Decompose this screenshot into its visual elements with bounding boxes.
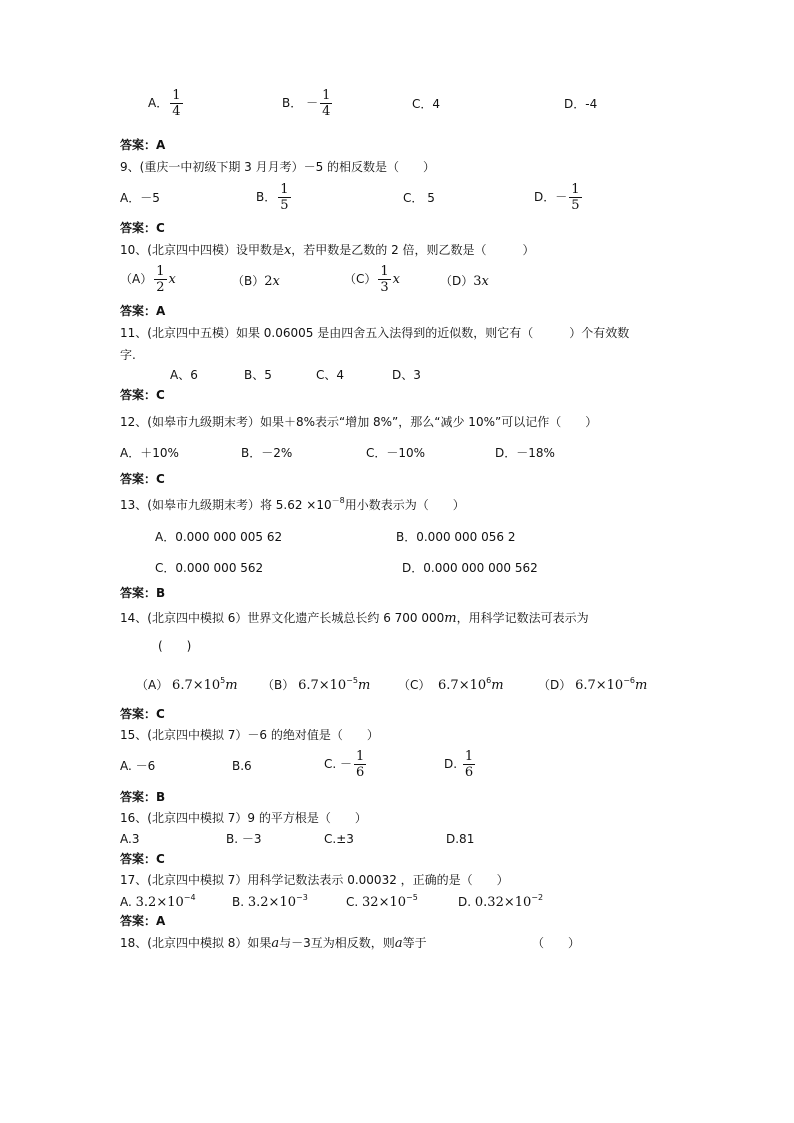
coefficient: 32×10 <box>362 895 407 910</box>
option-label: C. <box>346 895 359 909</box>
minus-sign: － <box>306 96 319 110</box>
stem-text-rest: 等于 <box>402 936 427 950</box>
q14-stem-line2: ( ) <box>158 639 192 653</box>
variable-m: m <box>444 611 457 626</box>
denominator: 5 <box>280 198 289 213</box>
q10-option-b <box>232 273 280 290</box>
fraction <box>170 88 182 119</box>
q9-option-b <box>256 182 293 213</box>
variable-a: a <box>394 936 403 951</box>
numerator: 1 <box>464 749 474 764</box>
q12-option-c: C．－10% <box>366 446 426 460</box>
coefficient: 6.7×10 <box>298 678 347 693</box>
q11-stem-line2: 字. <box>120 348 136 362</box>
option-label: （C） <box>344 272 377 286</box>
coefficient: 3.2×10 <box>135 895 184 910</box>
exponent: −5 <box>406 893 418 902</box>
exponent: −6 <box>623 676 635 685</box>
q9-option-a: A．－5 <box>120 191 160 205</box>
q16-answer: 答案：C <box>120 852 165 866</box>
variable-m: m <box>357 678 371 693</box>
stem-text-rest: ，若甲数是乙数的 2 倍，则乙数是（ ） <box>291 243 535 257</box>
q9-answer: 答案：C <box>120 221 165 235</box>
fraction <box>354 749 366 780</box>
option-label: （C） <box>398 678 431 692</box>
option-label: D. <box>444 757 461 771</box>
q10-answer: 答案：A <box>120 304 166 318</box>
q17-stem: 17、(北京四中模拟 7）用科学记数法表示 0.00032 ，正确的是（ ） <box>120 873 509 887</box>
q11-option-d: D、3 <box>392 368 421 382</box>
denominator: 2 <box>156 280 165 295</box>
denominator: 4 <box>172 104 181 119</box>
coefficient: 2 <box>264 274 273 289</box>
q14-option-d <box>538 677 647 694</box>
q13-option-b: B．0.000 000 056 2 <box>396 530 516 544</box>
coefficient: 3 <box>473 274 482 289</box>
q8-option-d: D．-4 <box>564 97 598 111</box>
stem-text-mid: 与－3互为相反数，则 <box>279 936 395 950</box>
option-label: A． <box>148 96 169 110</box>
option-label: B． <box>282 96 303 110</box>
coefficient: 6.7×10 <box>438 678 487 693</box>
option-label: A. <box>120 895 132 909</box>
q15-option-a: A. －6 <box>120 759 156 773</box>
q13-option-a: A．0.000 000 005 62 <box>155 530 283 544</box>
q8-option-b <box>282 88 334 119</box>
q8-option-a <box>148 88 185 119</box>
q11-option-a: A、6 <box>170 368 198 382</box>
q17-answer: 答案：A <box>120 914 166 928</box>
exponent: −3 <box>295 893 308 902</box>
q10-option-a <box>120 264 176 295</box>
q14-option-c <box>398 677 504 694</box>
q16-stem: 16、(北京四中模拟 7）9 的平方根是（ ） <box>120 811 367 825</box>
q12-stem: 12、(如皋市九级期末考）如果＋8%表示“增加 8%”，那么“减少 10%”可以记作（ ） <box>120 415 598 429</box>
q16-option-c: C.±3 <box>324 832 354 846</box>
fraction <box>320 88 332 119</box>
q9-option-d <box>534 182 584 213</box>
q17-option-c <box>346 894 418 911</box>
q10-option-c <box>344 264 400 295</box>
numerator: 1 <box>172 88 181 103</box>
variable-m: m <box>634 678 648 693</box>
denominator: 3 <box>380 280 389 295</box>
q16-option-d: D.81 <box>446 832 475 846</box>
q11-stem: 11、(北京四中五模）如果 0.06005 是由四舍五入法得到的近似数，则它有（ ）个有效数 <box>120 326 630 340</box>
q12-option-a: A．＋10% <box>120 446 179 460</box>
q18-stem <box>120 935 427 952</box>
fraction <box>154 264 166 295</box>
variable-a: a <box>271 936 280 951</box>
q10-option-d <box>440 273 489 290</box>
q17-option-b <box>232 894 308 911</box>
q14-answer: 答案：C <box>120 707 165 721</box>
numerator: 1 <box>322 88 331 103</box>
q13-option-c: C．0.000 000 562 <box>155 561 264 575</box>
exponent: −4 <box>183 893 196 902</box>
q14-option-a <box>136 677 238 694</box>
q13-option-d: D．0.000 000 000 562 <box>402 561 538 575</box>
q17-option-a <box>120 894 196 911</box>
option-label: B. <box>232 895 245 909</box>
option-label: C. <box>324 757 341 771</box>
option-label: B． <box>256 190 277 204</box>
stem-text-rest: ，用科学记数法可表示为 <box>456 611 589 625</box>
q11-option-c: C、4 <box>316 368 345 382</box>
exponent: －8 <box>331 496 345 505</box>
variable-x: x <box>481 274 489 289</box>
numerator: 1 <box>380 264 389 279</box>
variable-x: x <box>272 274 280 289</box>
q14-stem <box>120 610 589 627</box>
coefficient: 3.2×10 <box>247 895 296 910</box>
denominator: 6 <box>464 765 474 780</box>
minus-sign: － <box>555 190 568 204</box>
option-label: （A） <box>136 678 169 692</box>
exponent: −5 <box>346 676 358 685</box>
exponent: 6 <box>486 676 492 685</box>
option-label: D. <box>458 895 472 909</box>
numerator: 1 <box>280 182 289 197</box>
fraction <box>278 182 290 213</box>
denominator: 6 <box>356 765 365 780</box>
q8-option-c: C．4 <box>412 97 441 111</box>
q11-answer: 答案：C <box>120 388 165 402</box>
q15-option-c <box>324 749 368 780</box>
stem-text: 18、(北京四中模拟 8）如果 <box>120 936 272 950</box>
q10-stem <box>120 242 535 259</box>
exponent: 5 <box>220 676 226 685</box>
q15-option-d <box>444 749 477 780</box>
numerator: 1 <box>571 182 580 197</box>
stem-text: 13、(如皋市九级期末考）将 5.62 ×10 <box>120 498 332 512</box>
q15-answer: 答案：B <box>120 790 166 804</box>
coefficient: 0.32×10 <box>474 895 532 910</box>
option-label: （D） <box>440 274 474 288</box>
variable-x: x <box>168 272 176 287</box>
variable-x: x <box>283 243 292 258</box>
q9-option-c: C． 5 <box>403 191 435 205</box>
denominator: 5 <box>571 198 580 213</box>
option-label: （A） <box>120 272 153 286</box>
q13-answer: 答案：B <box>120 586 166 600</box>
q13-stem <box>120 497 465 513</box>
q12-option-b: B．－2% <box>241 446 293 460</box>
q17-option-d <box>458 894 543 911</box>
q15-option-b: B.6 <box>232 759 252 773</box>
stem-text: 10、(北京四中四模）设甲数是 <box>120 243 284 257</box>
variable-x: x <box>392 272 401 287</box>
q15-stem: 15、(北京四中模拟 7）－6 的绝对值是（ ） <box>120 728 379 742</box>
fraction <box>463 749 475 780</box>
numerator: 1 <box>356 749 365 764</box>
coefficient: 6.7×10 <box>575 678 624 693</box>
denominator: 4 <box>322 104 331 119</box>
minus-sign: － <box>340 757 353 771</box>
q16-option-b: B. －3 <box>226 832 262 846</box>
exponent: −2 <box>531 893 544 902</box>
q12-option-d: D．－18% <box>495 446 555 460</box>
option-label: （D） <box>538 678 572 692</box>
fraction <box>378 264 390 295</box>
stem-text: 14、(北京四中模拟 6）世界文化遗产长城总长约 6 700 000 <box>120 611 445 625</box>
option-label: D． <box>534 190 556 204</box>
q12-answer: 答案：C <box>120 472 165 486</box>
q9-stem: 9、(重庆一中初级下期 3 月月考）－5 的相反数是（ ） <box>120 160 436 174</box>
variable-m: m <box>225 678 238 693</box>
q11-option-b: B、5 <box>244 368 272 382</box>
option-label: （B） <box>262 678 295 692</box>
numerator: 1 <box>156 264 165 279</box>
q14-option-b <box>262 677 370 694</box>
q8-answer: 答案：A <box>120 138 166 152</box>
coefficient: 6.7×10 <box>172 678 221 693</box>
fraction <box>569 182 581 213</box>
q16-option-a: A.3 <box>120 832 140 846</box>
stem-text-rest: 用小数表示为（ ） <box>344 498 465 512</box>
option-label: （B） <box>232 274 265 288</box>
q18-answer-blank: （ ） <box>532 936 581 950</box>
variable-m: m <box>491 678 504 693</box>
